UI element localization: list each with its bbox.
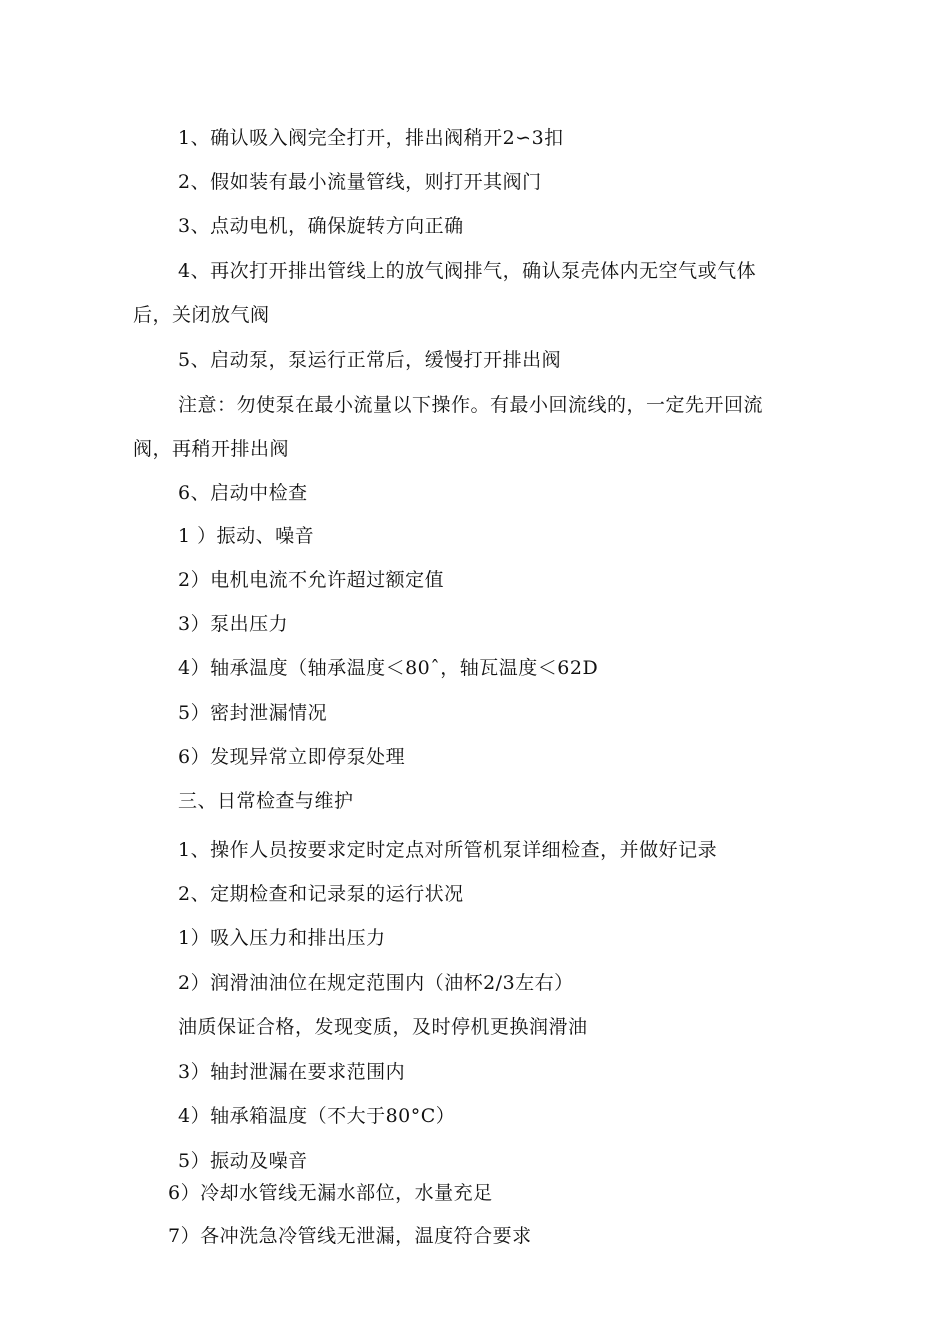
text-line: 6）发现异常立即停泵处理 bbox=[178, 746, 406, 768]
text-line: 4）轴承温度（轴承温度＜80ˆ，轴瓦温度＜62D bbox=[178, 657, 599, 679]
text-line: 7）各冲洗急冷管线无泄漏，温度符合要求 bbox=[168, 1225, 532, 1247]
text-line: 2）润滑油油位在规定范围内（油杯2/3左右） bbox=[178, 972, 574, 994]
text-line: 后，关闭放气阀 bbox=[133, 304, 270, 326]
text-line: 2、假如装有最小流量管线，则打开其阀门 bbox=[178, 171, 542, 193]
text-line: 1、操作人员按要求定时定点对所管机泵详细检查，并做好记录 bbox=[178, 839, 718, 861]
text-line: 1）吸入压力和排出压力 bbox=[178, 927, 386, 949]
text-line: 1 ）振动、噪音 bbox=[178, 525, 315, 547]
text-line: 4、再次打开排出管线上的放气阀排气，确认泵壳体内无空气或气体 bbox=[178, 260, 757, 282]
text-line: 5）振动及噪音 bbox=[178, 1150, 308, 1172]
text-line: 6、启动中检查 bbox=[178, 482, 308, 504]
text-line: 阀，再稍开排出阀 bbox=[133, 438, 290, 460]
text-line: 5）密封泄漏情况 bbox=[178, 702, 328, 724]
text-line: 4）轴承箱温度（不大于80°C） bbox=[178, 1105, 456, 1127]
text-line: 3）轴封泄漏在要求范围内 bbox=[178, 1061, 406, 1083]
text-line: 1、确认吸入阀完全打开，排出阀稍开2∽3扣 bbox=[178, 127, 564, 149]
text-line: 注意：勿使泵在最小流量以下操作。有最小回流线的，一定先开回流 bbox=[178, 394, 764, 416]
text-line: 2）电机电流不允许超过额定值 bbox=[178, 569, 445, 591]
text-line: 6）冷却水管线无漏水部位，水量充足 bbox=[168, 1182, 493, 1204]
text-line: 5、启动泵，泵运行正常后，缓慢打开排出阀 bbox=[178, 349, 562, 371]
text-line: 油质保证合格，发现变质，及时停机更换润滑油 bbox=[178, 1016, 588, 1038]
text-line: 3）泵出压力 bbox=[178, 613, 289, 635]
text-line: 3、点动电机，确保旋转方向正确 bbox=[178, 215, 464, 237]
section-heading: 三、日常检查与维护 bbox=[178, 790, 354, 812]
text-line: 2、定期检查和记录泵的运行状况 bbox=[178, 883, 464, 905]
